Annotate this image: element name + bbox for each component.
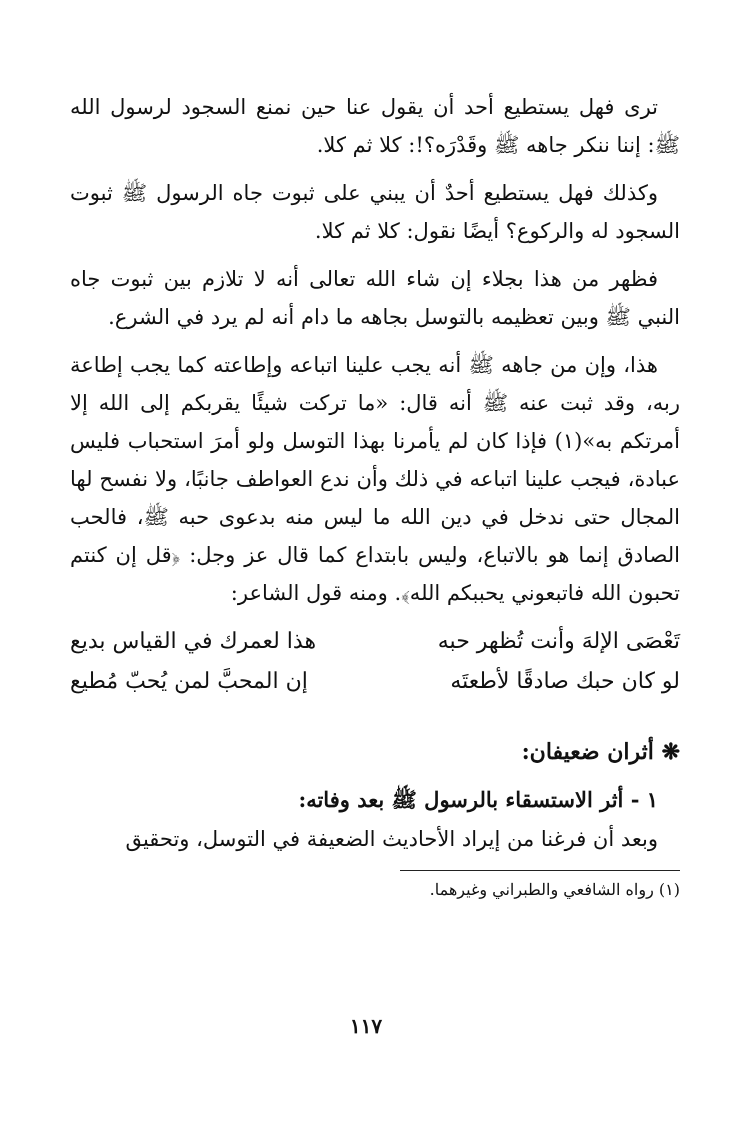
poem-hemistich-first: لو كان حبك صادقًا لأطعتَه xyxy=(450,669,680,694)
paragraph-4: هذا، وإن من جاهه ﷺ أنه يجب علينا اتباعه وإطاعته كما يجب إطاعة ربه، وقد ثبت عنه ﷺ أنه قال: «ما تركت شيئًا يقربكم إلى الله إلا أمرتكم به»(١) فإذا كان لم يأمرنا بهذا التوسل ولو أمرَ استحباب فليس عبادة، فيجب علينا اتباعه في ذلك وأن ندع العواطف جانبًا، ولا نفسح لها المجال حتى ندخل في دين الله ما ليس منه بدعوى حبه ﷺ، فالحب الصادق إنما هو بالاتباع، وليس بابتداع كما قال عز وجل: ﴿قل إن كنتم تحبون الله فاتبعوني يحببكم الله﴾. ومنه قول الشاعر: xyxy=(70,353,680,605)
poem-hemistich-first: تَعْصَى الإلهَ وأنت تُظهر حبه xyxy=(437,629,680,654)
poem-hemistich-second: إن المحبَّ لمن يُحبّ مُطيع xyxy=(70,669,308,694)
paragraph-3: فظهر من هذا بجلاء إن شاء الله تعالى أنه لا تلازم بين ثبوت جاه النبي ﷺ وبين تعظيمه بالتوسل بجاهه ما دام أنه لم يرد في الشرع. xyxy=(70,267,680,329)
poem xyxy=(70,622,680,702)
footnote-divider xyxy=(400,870,680,871)
poem-verse-1 xyxy=(70,622,680,662)
paragraph-2: وكذلك فهل يستطيع أحدٌ أن يبني على ثبوت جاه الرسول ﷺ ثبوت السجود له والركوع؟ أيضًا نقول: كلا ثم كلا. xyxy=(70,181,680,243)
poem-hemistich-second: هذا لعمرك في القياس بديع xyxy=(70,629,317,654)
page-body xyxy=(70,88,680,905)
footnote: (١) رواه الشافعي والطبراني وغيرهما. xyxy=(429,880,680,899)
poem-verse-2 xyxy=(70,662,680,702)
subsection-heading: ١ - أثر الاستسقاء بالرسول ﷺ بعد وفاته: xyxy=(298,787,658,812)
paragraph-5: وبعد أن فرغنا من إيراد الأحاديث الضعيفة في التوسل، وتحقيق xyxy=(125,827,658,851)
page-number: ١١٧ xyxy=(349,1014,383,1038)
paragraph-1: ترى فهل يستطيع أحد أن يقول عنا حين نمنع السجود لرسول الله ﷺ: إننا ننكر جاهه ﷺ وقَدْرَه؟!: كلا ثم كلا. xyxy=(70,95,680,157)
section-heading: ❋ أثران ضعيفان: xyxy=(521,739,680,765)
